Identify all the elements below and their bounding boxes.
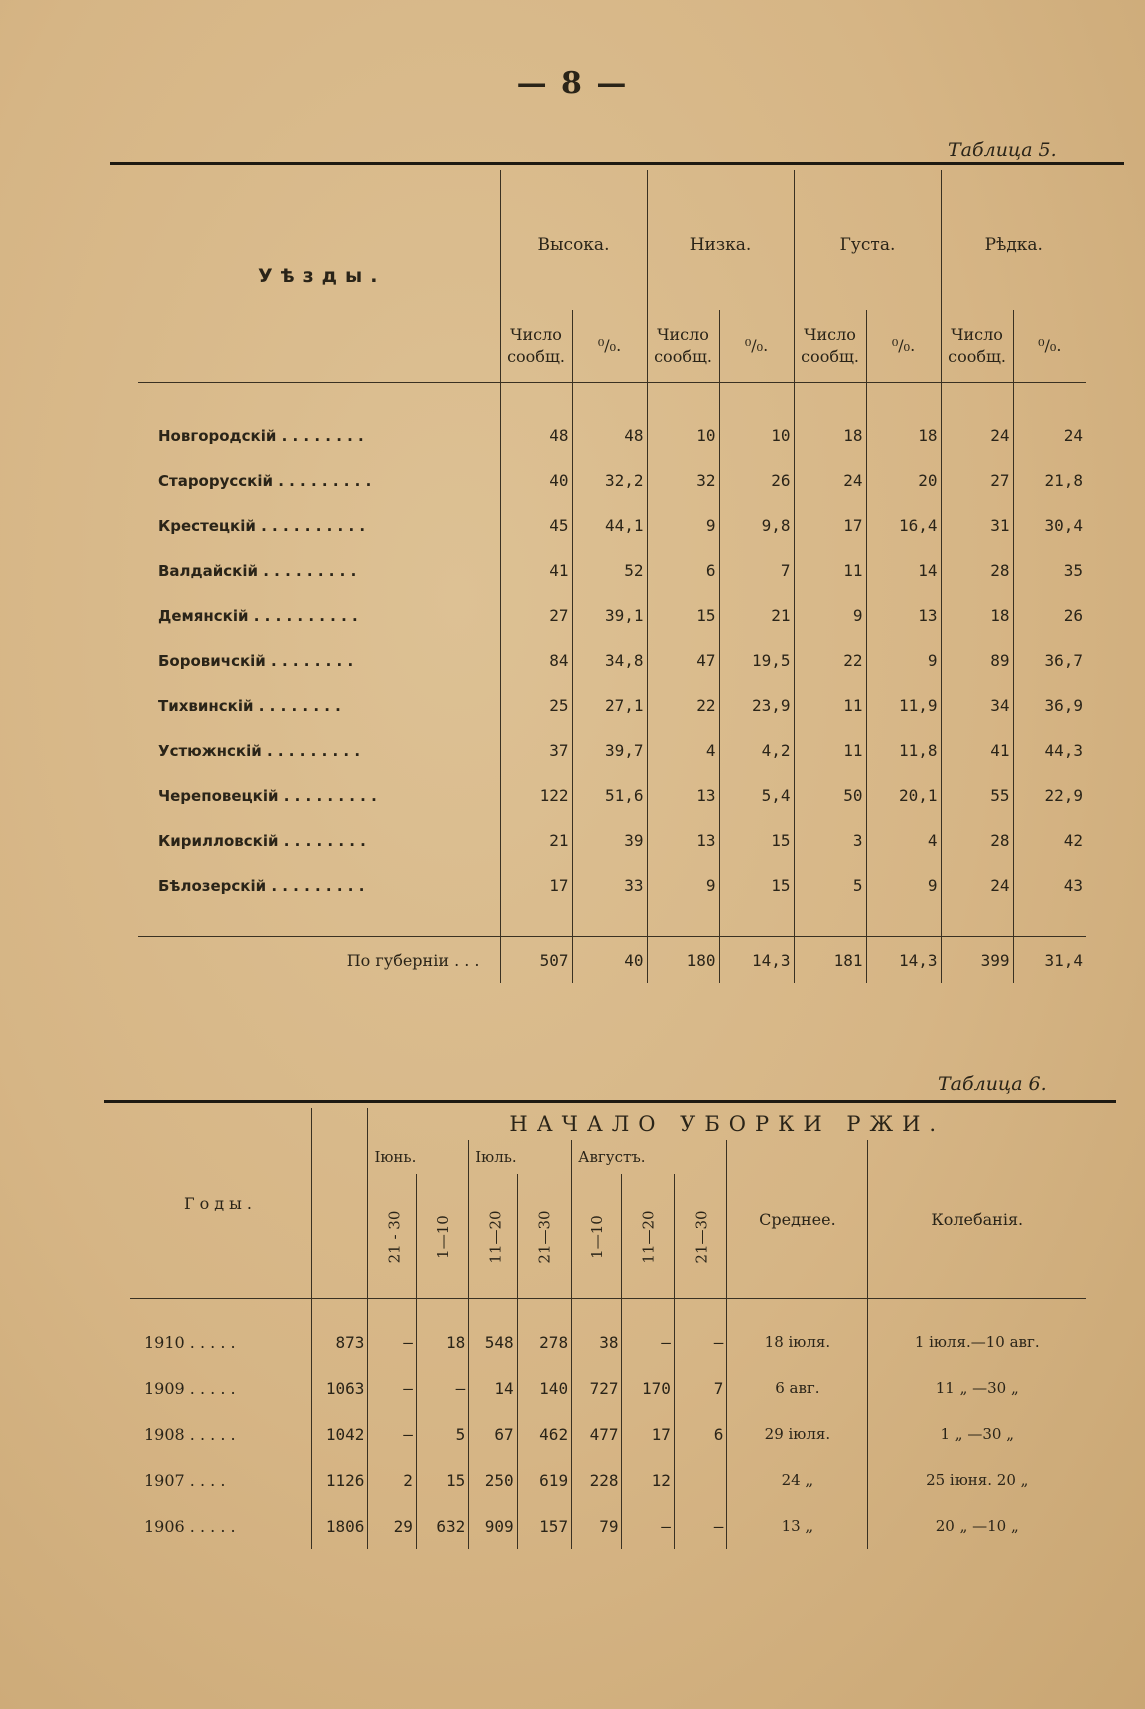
cell: 12 [622,1457,674,1503]
cell: 50 [794,773,866,818]
row-name: Демянскій . . . . . . . . . . [158,606,358,625]
cell: 15 [416,1457,468,1503]
cell: — [368,1319,416,1365]
cell: – [368,1411,416,1457]
period-label: 1—10 [433,1214,452,1259]
cell: 11 [794,683,866,728]
cell: 18 [866,413,941,458]
table-row [138,593,1086,638]
cell: 9 [647,863,719,908]
row-name: Кирилловскій . . . . . . . . [158,831,366,850]
cell-average: 18 іюля. [727,1319,868,1365]
month-august: Августъ. [572,1140,727,1174]
row-name: Крестецкій . . . . . . . . . . [158,516,366,535]
cell: 19,5 [719,638,794,683]
cell: 16,4 [866,503,941,548]
cell: — [674,1319,726,1365]
cell: 34 [941,683,1013,728]
row-name: Бѣлозерскій . . . . . . . . . [158,876,365,895]
table5-top-rule [110,162,1124,165]
table-row [138,458,1086,503]
cell: 27 [941,458,1013,503]
row-year: 1908 . . . . . [144,1424,236,1444]
table-row [138,503,1086,548]
cell: – [368,1365,416,1411]
row-name: Валдайскій . . . . . . . . . [158,561,357,580]
cell: 15 [719,863,794,908]
sub-count-3: Число сообщ. [794,310,866,383]
col-uezdy: Уѣзды. [138,170,500,383]
period-label: 21 - 30 [385,1210,404,1263]
cell: 5,4 [719,773,794,818]
cell: 45 [500,503,572,548]
cell: 39,1 [572,593,647,638]
row-name: Тихвинскій . . . . . . . . [158,696,341,715]
cell: 180 [647,937,719,984]
cell: 4 [647,728,719,773]
table-row [138,773,1086,818]
cell: 20,1 [866,773,941,818]
sub-pct-2: ⁰/₀. [719,310,794,383]
cell: 55 [941,773,1013,818]
cell: 7 [719,548,794,593]
cell-average: 6 авг. [727,1365,868,1411]
group-gusta: Густа. [794,170,941,310]
cell: – [622,1503,674,1549]
cell: 1126 [311,1457,367,1503]
table-row [138,413,1086,458]
cell: 5 [794,863,866,908]
cell: 13 [647,818,719,863]
row-name: Старорусскій . . . . . . . . . [158,471,372,490]
cell: 39,7 [572,728,647,773]
cell: 79 [572,1503,622,1549]
cell: 26 [1013,593,1086,638]
cell: 11,9 [866,683,941,728]
cell: 51,6 [572,773,647,818]
period-header [572,1174,622,1299]
sub-count-2: Число сообщ. [647,310,719,383]
cell: 31,4 [1013,937,1086,984]
cell: 727 [572,1365,622,1411]
table-row [138,818,1086,863]
row-name: Боровичскій . . . . . . . . [158,651,354,670]
cell: 22 [647,683,719,728]
cell: 47 [647,638,719,683]
cell: 14,3 [866,937,941,984]
row-year: 1906 . . . . . [144,1516,236,1536]
row-year: 1907 . . . . [144,1470,226,1490]
cell: 9 [866,863,941,908]
cell: 52 [572,548,647,593]
table-row [130,1319,1086,1365]
cell: 28 [941,548,1013,593]
cell: 9 [866,638,941,683]
sub-pct-3: ⁰/₀. [866,310,941,383]
cell: 14 [469,1365,517,1411]
table-row [138,728,1086,773]
cell: 21 [500,818,572,863]
cell: 48 [572,413,647,458]
cell: 17 [500,863,572,908]
cell: 36,7 [1013,638,1086,683]
table5-caption: Таблица 5. [948,139,1057,161]
cell: 9 [647,503,719,548]
cell: 20 [866,458,941,503]
cell-range: 25 іюня. 20 „ [868,1457,1086,1503]
cell: 84 [500,638,572,683]
table6 [130,1108,1086,1549]
cell: 44,1 [572,503,647,548]
cell: 48 [500,413,572,458]
table6-title: НАЧАЛО УБОРКИ РЖИ. [368,1108,1086,1140]
cell: 31 [941,503,1013,548]
cell: 21,8 [1013,458,1086,503]
table-row [138,863,1086,908]
cell: 42 [1013,818,1086,863]
cell: 122 [500,773,572,818]
cell: 18 [941,593,1013,638]
cell: 11 [794,728,866,773]
period-label: 21—30 [535,1209,554,1264]
cell: 1806 [311,1503,367,1549]
cell: 21 [719,593,794,638]
cell: 6 [647,548,719,593]
period-header [416,1174,468,1299]
cell [674,1457,726,1503]
cell: 9 [794,593,866,638]
total-label: По губерніи . . . [346,950,480,970]
cell: 873 [311,1319,367,1365]
cell: 18 [794,413,866,458]
cell: 507 [500,937,572,984]
cell: 399 [941,937,1013,984]
period-header [469,1174,517,1299]
cell: 278 [517,1319,571,1365]
table6-top-rule [104,1100,1116,1103]
cell: 41 [941,728,1013,773]
cell: 41 [500,548,572,593]
cell: — [674,1503,726,1549]
cell: 11,8 [866,728,941,773]
cell-average: 29 іюля. [727,1411,868,1457]
period-header [368,1174,416,1299]
cell: 30,4 [1013,503,1086,548]
page-number: — 8 — [516,66,629,101]
table6-caption: Таблица 6. [938,1073,1047,1095]
col-years: Годы. [130,1108,311,1299]
cell: 1063 [311,1365,367,1411]
period-label: 21—30 [692,1209,711,1264]
cell: 34,8 [572,638,647,683]
cell: 40 [572,937,647,984]
cell: 462 [517,1411,571,1457]
cell-average: 24 „ [727,1457,868,1503]
cell: 228 [572,1457,622,1503]
sub-pct-1: ⁰/₀. [572,310,647,383]
cell: 9,8 [719,503,794,548]
cell: 36,9 [1013,683,1086,728]
cell: 32 [647,458,719,503]
period-header [517,1174,571,1299]
cell: 27,1 [572,683,647,728]
col-total [311,1108,367,1299]
row-name: Устюжнскій . . . . . . . . . [158,741,361,760]
cell: 29 [368,1503,416,1549]
table-row [130,1365,1086,1411]
cell: 13 [647,773,719,818]
period-label: 11—20 [486,1209,505,1264]
table-row [138,638,1086,683]
cell: 548 [469,1319,517,1365]
cell: 24 [1013,413,1086,458]
cell: 28 [941,818,1013,863]
cell: 181 [794,937,866,984]
period-label: 1—10 [587,1214,606,1259]
cell: 14,3 [719,937,794,984]
total-row [138,937,1086,984]
cell: 4,2 [719,728,794,773]
cell: 6 [674,1411,726,1457]
table5 [138,170,1086,983]
cell: 11 [794,548,866,593]
month-june: Іюнь. [368,1140,469,1174]
cell: 632 [416,1503,468,1549]
cell: 10 [647,413,719,458]
cell: 32,2 [572,458,647,503]
cell: 17 [622,1411,674,1457]
cell: 3 [794,818,866,863]
table-row [138,548,1086,593]
cell: 23,9 [719,683,794,728]
month-july: Іюль. [469,1140,572,1174]
cell: 26 [719,458,794,503]
cell-range: 1 іюля.—10 авг. [868,1319,1086,1365]
cell: 15 [719,818,794,863]
cell: 27 [500,593,572,638]
cell-range: 20 „ —10 „ [868,1503,1086,1549]
period-header [674,1174,726,1299]
table-row [130,1411,1086,1457]
row-year: 1909 . . . . . [144,1378,236,1398]
row-year: 1910 . . . . . [144,1332,236,1352]
table-row [130,1503,1086,1549]
cell-range: 11 „ —30 „ [868,1365,1086,1411]
cell: 5 [416,1411,468,1457]
row-name: Новгородскій . . . . . . . . [158,426,364,445]
sub-pct-4: ⁰/₀. [1013,310,1086,383]
cell-average: 13 „ [727,1503,868,1549]
cell: 37 [500,728,572,773]
period-label: 11—20 [640,1209,659,1264]
cell: 157 [517,1503,571,1549]
cell: 4 [866,818,941,863]
cell: 140 [517,1365,571,1411]
cell-range: 1 „ —30 „ [868,1411,1086,1457]
cell: 250 [469,1457,517,1503]
table-row [138,683,1086,728]
cell: 44,3 [1013,728,1086,773]
cell: 33 [572,863,647,908]
col-average: Среднее. [727,1140,868,1299]
cell: 39 [572,818,647,863]
sub-count-1: Число сообщ. [500,310,572,383]
cell: 22 [794,638,866,683]
cell: — [416,1365,468,1411]
cell: 15 [647,593,719,638]
cell: 10 [719,413,794,458]
cell: 89 [941,638,1013,683]
cell: 619 [517,1457,571,1503]
cell: 1042 [311,1411,367,1457]
cell: 17 [794,503,866,548]
cell: 24 [941,413,1013,458]
cell: 25 [500,683,572,728]
table-row [130,1457,1086,1503]
col-range: Колебанія. [868,1140,1086,1299]
cell: 38 [572,1319,622,1365]
cell: 43 [1013,863,1086,908]
cell: 22,9 [1013,773,1086,818]
group-vysoka: Высока. [500,170,647,310]
cell: 7 [674,1365,726,1411]
cell: 18 [416,1319,468,1365]
cell: 40 [500,458,572,503]
sub-count-4: Число сообщ. [941,310,1013,383]
cell: 170 [622,1365,674,1411]
cell: 477 [572,1411,622,1457]
period-header [622,1174,674,1299]
cell: 14 [866,548,941,593]
group-nizka: Низка. [647,170,794,310]
cell: 35 [1013,548,1086,593]
cell: 2 [368,1457,416,1503]
cell: 24 [794,458,866,503]
cell: 67 [469,1411,517,1457]
cell: 24 [941,863,1013,908]
cell: — [622,1319,674,1365]
cell: 13 [866,593,941,638]
cell: 909 [469,1503,517,1549]
row-name: Череповецкій . . . . . . . . . [158,786,377,805]
group-redka: Рѣдка. [941,170,1086,310]
